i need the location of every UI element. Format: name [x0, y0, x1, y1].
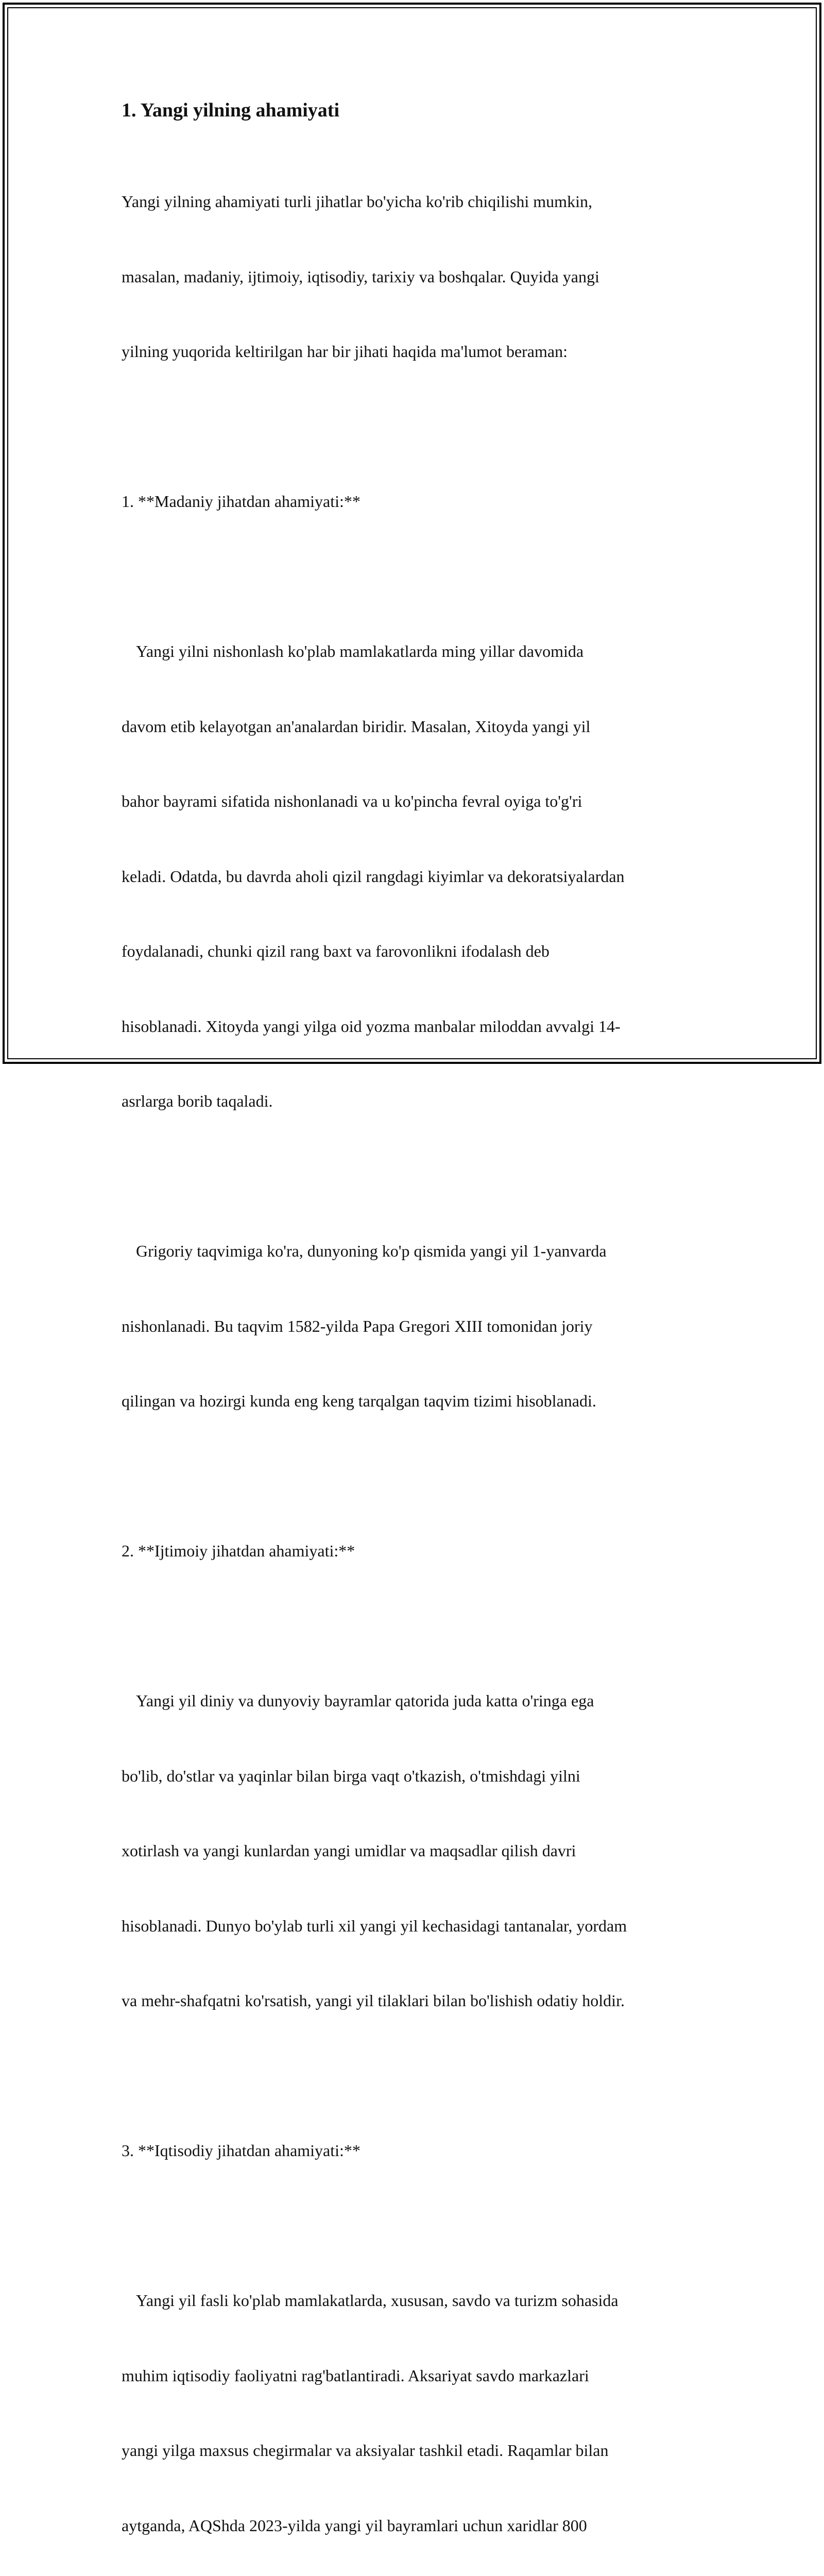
text-line: qilingan va hozirgi kunda eng keng tarqalgan taqvim tizimi hisoblanadi. — [122, 1392, 596, 1410]
text-line: muhim iqtisodiy faoliyatni rag'batlantiradi. Aksariyat savdo markazlari — [122, 2366, 589, 2385]
text-line: xotirlash va yangi kunlardan yangi umidlar va maqsadlar qilish davri — [122, 1841, 576, 1860]
text-line: aytganda, AQShda 2023-yilda yangi yil bayramlari uchun xaridlar 800 — [122, 2516, 587, 2535]
paragraph-economic-1 — [122, 2238, 714, 2576]
text-line: hisoblanadi. Xitoyda yangi yilga oid yozma manbalar miloddan avvalgi 14- — [122, 1016, 621, 1036]
text-line: foydalanadi, chunki qizil rang baxt va farovonlikni ifodalash deb — [122, 942, 550, 960]
section-heading-cultural — [122, 439, 714, 564]
text-line: asrlarga borib taqaladi. — [122, 1092, 273, 1110]
text-line: va mehr-shafqatni ko'rsatish, yangi yil tilaklari bilan bo'lishish odatiy holdir. — [122, 1991, 625, 2010]
text-line: davom etib kelayotgan an'analardan biridir. Masalan, Xitoyda yangi yil — [122, 717, 591, 736]
text-line: keladi. Odatda, bu davrda aholi qizil rangdagi kiyimlar va dekoratsiyalardan — [122, 867, 625, 886]
text-line: nishonlanadi. Bu taqvim 1582-yilda Papa Gregori XIII tomonidan joriy — [122, 1316, 593, 1335]
text-line: Yangi yilni nishonlash ko'plab mamlakatlarda ming yillar davomida — [136, 642, 584, 660]
text-line: masalan, madaniy, ijtimoiy, iqtisodiy, tarixiy va boshqalar. Quyida yangi — [122, 267, 599, 286]
text-line: 2. **Ijtimoiy jihatdan ahamiyati:** — [122, 1541, 355, 1560]
text-line: yilning yuqorida keltirilgan har bir jihati haqida ma'lumot beraman: — [122, 342, 568, 361]
document-body — [122, 96, 714, 2576]
text-line: 3. **Iqtisodiy jihatdan ahamiyati:** — [122, 2141, 360, 2160]
text-line: hisoblanadi. Dunyo bo'ylab turli xil yangi yil kechasidagi tantanalar, yordam — [122, 1916, 627, 1935]
text-line: Grigoriy taqvimiga ko'ra, dunyoning ko'p qismida yangi yil 1-yanvarda — [136, 1242, 607, 1260]
text-line: bahor bayrami sifatida nishonlanadi va u ko'pincha fevral oyiga to'g'ri — [122, 792, 582, 810]
text-line: 1. **Madaniy jihatdan ahamiyati:** — [122, 492, 360, 511]
text-line: bo'lib, do'stlar va yaqinlar bilan birga vaqt o'tkazish, o'tmishdagi yilni — [122, 1766, 580, 1785]
document-title: 1. Yangi yilning ahamiyati — [122, 99, 340, 121]
text-line: Yangi yil diniy va dunyoviy bayramlar qatorida juda katta o'ringa ega — [136, 1691, 594, 1710]
text-line: yangi yilga maxsus chegirmalar va aksiyalar tashkil etadi. Raqamlar bilan — [122, 2441, 609, 2460]
paragraph-social-1 — [122, 1638, 714, 2063]
paragraph-cultural-1 — [122, 589, 714, 1164]
text-line: Yangi yilning ahamiyati turli jihatlar bo'yicha ko'rib chiqilishi mumkin, — [122, 192, 592, 211]
paragraph-intro — [122, 139, 714, 414]
section-heading-economic — [122, 2088, 714, 2213]
section-heading-social — [122, 1488, 714, 1614]
text-line: Yangi yil fasli ko'plab mamlakatlarda, xususan, savdo va turizm sohasida — [136, 2291, 619, 2310]
paragraph-cultural-2 — [122, 1189, 714, 1464]
